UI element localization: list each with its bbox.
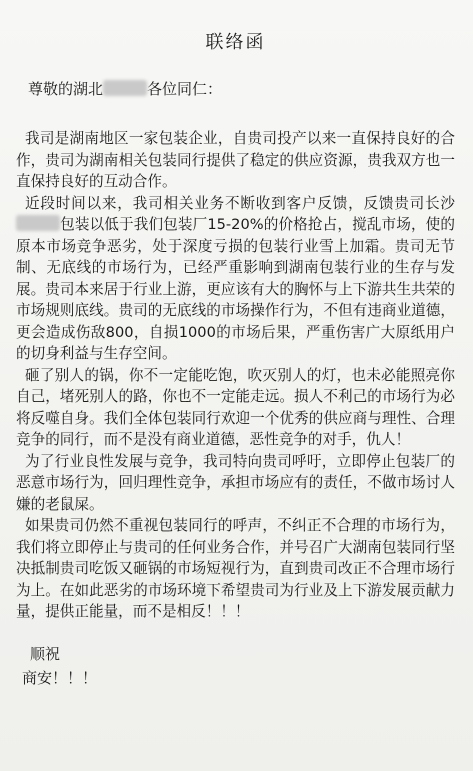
- sign-off-line: 商安！！！: [22, 668, 98, 687]
- paragraph-2-part-2: 包装以低于我们包装厂15-20%的价格抢占，搅乱市场，使的原本市场竞争恶劣，处于深度亏损的包装行业雪上加霜。贵司无节制、无底线的市场行为，已经严重影响到湖南包装行业的生存与发展。贵司本来居于行业上游，更应该有大的胸怀与上下游共生共荣的市场规则底线。贵司的无底线的市场操作行为，不但有违商业道德，更会造成伤敌800，自损1000的市场后果，严重伤害广大原纸用户的切身利益与生存空间。: [16, 216, 455, 362]
- salutation-prefix: 尊敬的湖北: [28, 80, 104, 98]
- redacted-name-mark: [103, 80, 147, 96]
- paragraph-2: [16, 193, 455, 365]
- paragraph-1: 我司是湖南地区一家包装企业，自贵司投产以来一直保持良好的合作，贵司为湖南相关包装同行提供了稳定的供应资源，贵我双方也一直保持良好的互动合作。: [16, 130, 455, 190]
- salutation: [28, 78, 455, 100]
- letter-title: 联络函: [205, 32, 266, 53]
- closing-line: 顺祝: [30, 644, 61, 663]
- redacted-company-mark: [16, 215, 60, 231]
- salutation-suffix: 各位同仁：: [147, 80, 223, 98]
- paragraph-3: 砸了别人的锅，你不一定能吃饱，吹灭别人的灯，也未必能照亮你自己，堵死别人的路，你也不一定能走远。损人不利己的市场行为必将反噬自身。我们全体包装同行欢迎一个优秀的供应商与理性、合理竞争的同行，而不是没有商业道德，恶性竞争的对手，仇人！: [16, 366, 455, 448]
- paragraph-2-part-1: 近段时间以来，我司相关业务不断收到客户反馈，反馈贵司长沙: [25, 194, 455, 212]
- paragraph-4: 为了行业良性发展与竞争，我司特向贵司呼吁，立即停止包装厂的恶意市场行为，回归理性竞争，承担市场应有的责任，不做市场讨人嫌的老鼠屎。: [16, 452, 455, 513]
- paragraph-5: 如果贵司仍然不重视包装同行的呼声，不纠正不合理的市场行为，我们将立即停止与贵司的任何业务合作，并号召广大湖南包装同行坚决抵制贵司吃饭又砸锅的市场短视行为，直到贵司改正不合理市场行为上。在如此恶劣的市场环境下希望贵司为行业及上下游发展贡献力量，提供正能量，而不是相反！！！: [16, 517, 455, 620]
